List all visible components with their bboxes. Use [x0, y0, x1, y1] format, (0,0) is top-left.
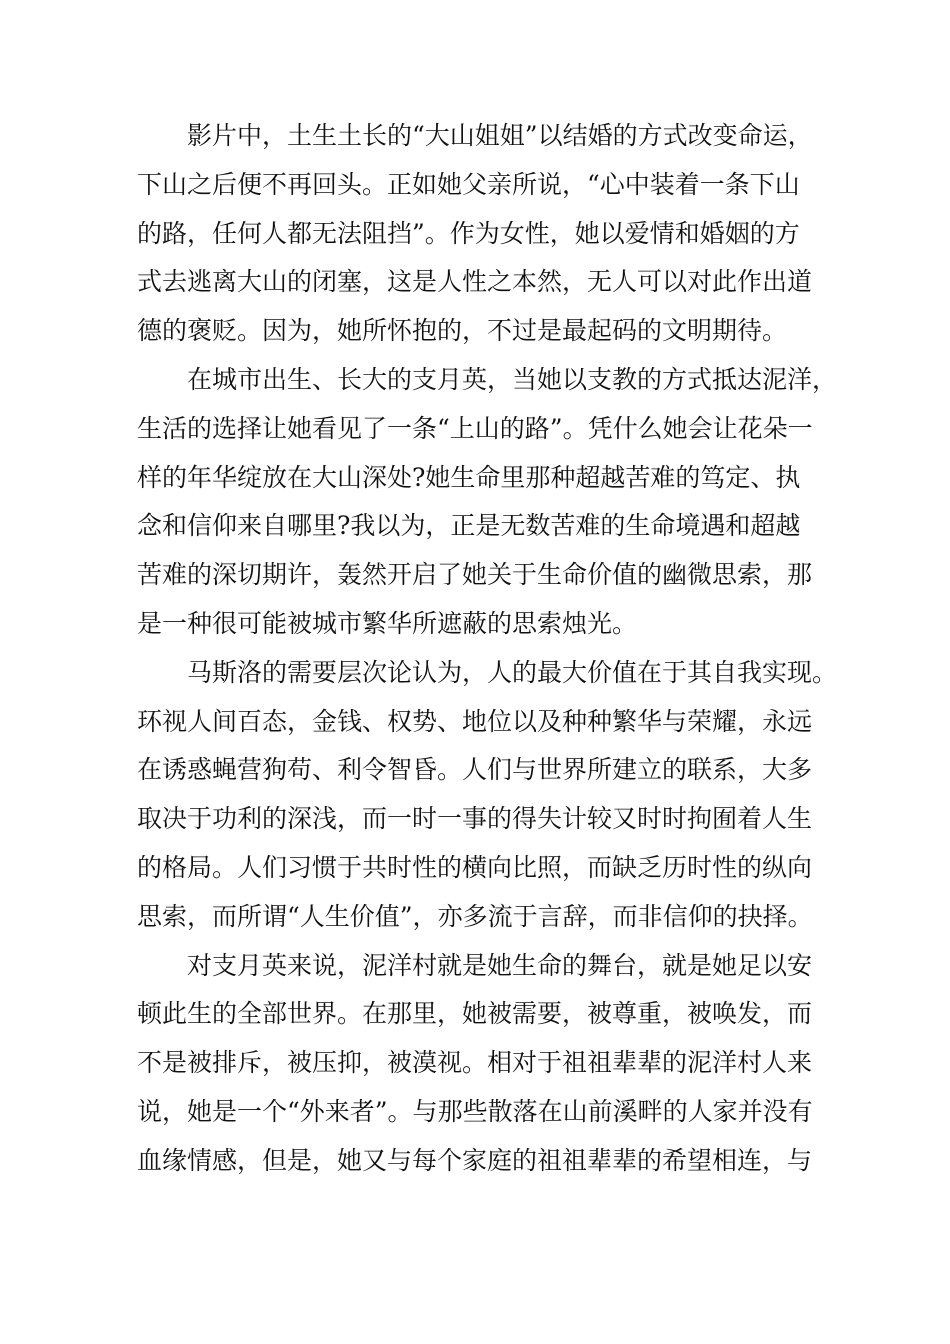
text-line: 顿此生的全部世界。在那里，她被需要，被尊重，被唤发，而	[137, 999, 813, 1029]
text-line: 在城市出生、长大的支月英，当她以支教的方式抵达泥洋，	[187, 364, 838, 394]
text-line: 德的褒贬。因为，她所怀抱的，不过是最起码的文明期待。	[137, 316, 788, 346]
text-line: 生活的选择让她看见了一条“上山的路”。凭什么她会让花朵一	[137, 413, 813, 443]
text-line: 苦难的深切期许，轰然开启了她关于生命价值的幽微思索，那	[137, 560, 813, 590]
text-line: 对支月英来说，泥洋村就是她生命的舞台，就是她足以安	[187, 950, 813, 980]
text-line: 说，她是一个“外来者”。与那些散落在山前溪畔的人家并没有	[137, 1096, 813, 1126]
text-line: 影片中，土生土长的“大山姐姐”以结婚的方式改变命运，	[187, 121, 813, 150]
text-line: 的路，任何人都无法阻挡”。作为女性，她以爱情和婚姻的方	[137, 218, 800, 248]
text-line: 念和信仰来自哪里?我以为，正是无数苦难的生命境遇和超越	[137, 511, 801, 541]
text-line: 不是被排斥，被压抑，被漠视。相对于祖祖辈辈的泥洋村人来	[137, 1048, 813, 1078]
text-line: 下山之后便不再回头。正如她父亲所说，“心中装着一条下山	[137, 169, 800, 199]
text-line: 血缘情感，但是，她又与每个家庭的祖祖辈辈的希望相连，与	[137, 1145, 813, 1175]
text-line: 式去逃离大山的闭塞，这是人性之本然，无人可以对此作出道	[137, 267, 813, 297]
paragraph-2	[137, 356, 849, 649]
text-line: 环视人间百态，金钱、权势、地位以及种种繁华与荣耀，永远	[137, 706, 813, 736]
paragraph-4	[137, 942, 849, 1186]
text-line: 样的年华绽放在大山深处?她生命里那种超越苦难的笃定、执	[137, 462, 801, 492]
text-line: 取决于功利的深浅，而一时一事的得失计较又时时拘囿着人生	[137, 804, 813, 834]
text-line: 的格局。人们习惯于共时性的横向比照，而缺乏历时性的纵向	[137, 852, 813, 882]
text-line: 思索，而所谓“人生价值”，亦多流于言辞，而非信仰的抉择。	[137, 901, 813, 931]
text-line: 马斯洛的需要层次论认为，人的最大价值在于其自我实现。	[187, 657, 838, 687]
text-line: 在诱惑蝇营狗苟、利令智昏。人们与世界所建立的联系，大多	[137, 755, 813, 785]
text-line: 是一种很可能被城市繁华所遮蔽的思索烛光。	[137, 608, 638, 638]
paragraph-1	[137, 112, 849, 356]
document-body	[137, 112, 849, 1186]
paragraph-3	[137, 649, 849, 942]
